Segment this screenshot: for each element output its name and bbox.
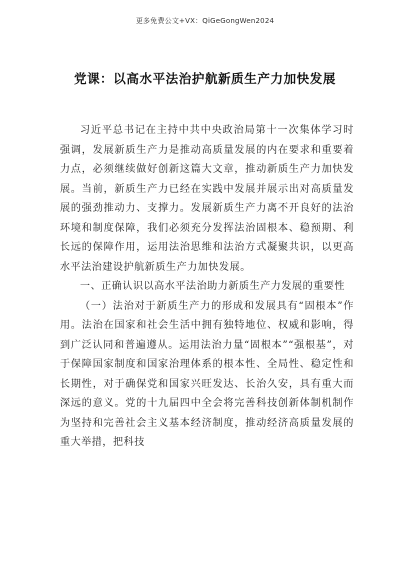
document-body [60,121,354,453]
section-heading: 一、正确认识以高水平法治助力新质生产力发展的重要性 [80,281,345,292]
header-note: 更多免费公文+VX：QiGeGongWen2024 [135,17,275,25]
intro-paragraph: 习近平总书记在主持中共中央政治局第十一次集体学习时强调，发展新质生产力是推动高质量发展的内在要求和重要着力点，必须继续做好创新这篇大文章，推动新质生产力加快发展。当前，新质生产力已经在实践中发展并展示出对高质量发展的强劲推动力、支撑力。发展新质生产力离不开良好的法治环境和制度保障，我们必须充分发挥法治固根本、稳预期、利长远的保障作用，运用法治思维和法治方式凝聚共识，以更高水平法治建设护航新质生产力加快发展。 [60,125,354,273]
document-title: 党课：以高水平法治护航新质生产力加快发展 [73,71,336,86]
body-paragraph: （一）法治对于新质生产力的形成和发展具有“固根本”作用。法治在国家和社会生活中拥有独特地位、权威和影响，得到广泛认同和普遍遵从。运用法治力量“固根本”“强根基”，对于保障国家制度和国家治理体系的根本性、全局性、稳定性和长期性，对于确保党和国家兴旺发达、长治久安，具有重大而深远的意义。党的十九届四中全会将完善科技创新体制机制作为坚持和完善社会主义基本经济制度，推动经济高质量发展的重大举措，把科技 [60,300,354,448]
